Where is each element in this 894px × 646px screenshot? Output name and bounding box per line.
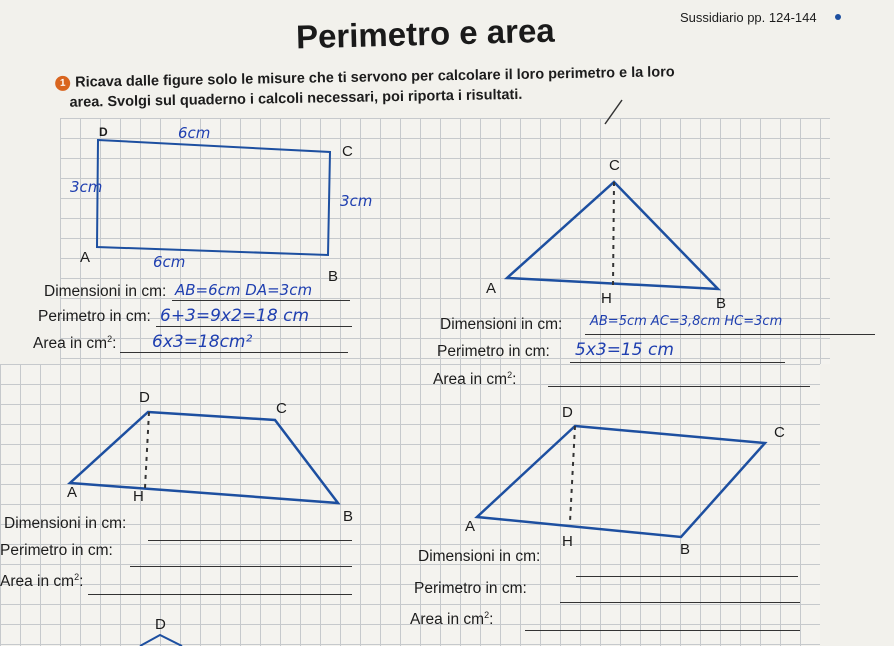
trap-dimensions-line — [148, 540, 352, 541]
rect-hw-top: 6cm — [178, 124, 211, 142]
para-dimensions-line — [576, 576, 798, 577]
para-vertex-d: D — [562, 404, 573, 421]
trap-area-line — [88, 594, 352, 595]
rect-perimeter-line — [156, 326, 352, 327]
rect-perimeter-label: Perimetro in cm: — [38, 308, 151, 325]
para-dimensions-label: Dimensioni in cm: — [418, 548, 541, 565]
trap-dimensions-label: Dimensioni in cm: — [4, 515, 127, 532]
trap-vertex-h: H — [133, 488, 144, 505]
rect-dimensions-label: Dimensioni in cm: — [44, 283, 167, 300]
tri-dimensions-label: Dimensioni in cm: — [440, 316, 563, 333]
para-vertex-b: B — [680, 541, 691, 558]
rect-vertex-c: C — [342, 143, 353, 160]
para-area-line — [525, 630, 800, 631]
rect-perimeter-answer[interactable]: 6+3=9x2=18 cm — [160, 306, 309, 326]
para-vertex-c: C — [774, 424, 785, 441]
trap-perimeter-line — [130, 566, 352, 567]
rect-dimensions-answer[interactable]: AB=6cm DA=3cm — [175, 281, 313, 299]
tri-dimensions-line — [585, 334, 875, 335]
para-perimeter-line — [560, 602, 800, 603]
rect-area-line — [120, 352, 348, 353]
parallelogram-height — [570, 426, 575, 522]
tri-perimeter-answer[interactable]: 5x3=15 cm — [575, 340, 674, 360]
instruction-line-1: Ricava dalle figure solo le misure che ti servono per calcolare il loro perimetro e la loro — [75, 64, 675, 91]
rect-vertex-d: D — [99, 125, 108, 139]
exercise-number-badge: 1 — [55, 76, 70, 91]
parallelogram-figure — [477, 426, 765, 537]
page-title: Perimetro e area — [295, 11, 556, 56]
tri-vertex-a: A — [486, 280, 497, 297]
rect-area-answer[interactable]: 6x3=18cm² — [152, 332, 253, 352]
para-area-label: Area in $cm^2$: — [410, 610, 494, 629]
bottom-vertex-d: D — [155, 616, 166, 633]
trap-vertex-a: A — [67, 484, 78, 501]
trapezoid-figure — [70, 412, 338, 503]
pen-mark — [605, 100, 622, 124]
tri-perimeter-label: Perimetro in cm: — [437, 343, 550, 360]
tri-area-label: Area in $cm^2$: — [433, 370, 517, 389]
para-perimeter-label: Perimetro in cm: — [414, 580, 527, 597]
trap-vertex-b: B — [343, 508, 354, 525]
para-vertex-a: A — [465, 518, 476, 535]
tri-perimeter-line — [570, 362, 785, 363]
reference-dot — [835, 14, 841, 20]
tri-vertex-h: H — [601, 290, 612, 307]
tri-area-line — [548, 386, 810, 387]
rectangle-figure — [97, 140, 330, 255]
rect-hw-bottom: 6cm — [153, 253, 186, 271]
para-vertex-h: H — [562, 533, 573, 550]
trap-vertex-c: C — [276, 400, 287, 417]
rect-hw-left: 3cm — [70, 178, 103, 196]
trap-area-label: Area in $cm^2$: — [0, 572, 84, 591]
rect-area-label: Area in $cm^2$: — [33, 334, 117, 353]
trapezoid-height — [145, 412, 149, 488]
bottom-figure-partial — [140, 635, 182, 646]
tri-dimensions-answer[interactable]: AB=5cm AC=3,8cm HC=3cm — [590, 314, 783, 329]
tri-vertex-b: B — [716, 295, 727, 312]
triangle-height — [613, 182, 614, 286]
rect-vertex-b: B — [328, 268, 339, 285]
instruction-line-2: area. Svolgi sul quaderno i calcoli necessari, poi riporta i risultati. — [69, 86, 523, 111]
rect-hw-right: 3cm — [340, 192, 373, 210]
trap-perimeter-label: Perimetro in cm: — [0, 542, 113, 559]
trap-vertex-d: D — [139, 389, 150, 406]
rect-dimensions-line — [172, 300, 350, 301]
rect-vertex-a: A — [80, 249, 91, 266]
page-reference: Sussidiario pp. 124-144 — [680, 10, 817, 25]
tri-vertex-c: C — [609, 157, 620, 174]
